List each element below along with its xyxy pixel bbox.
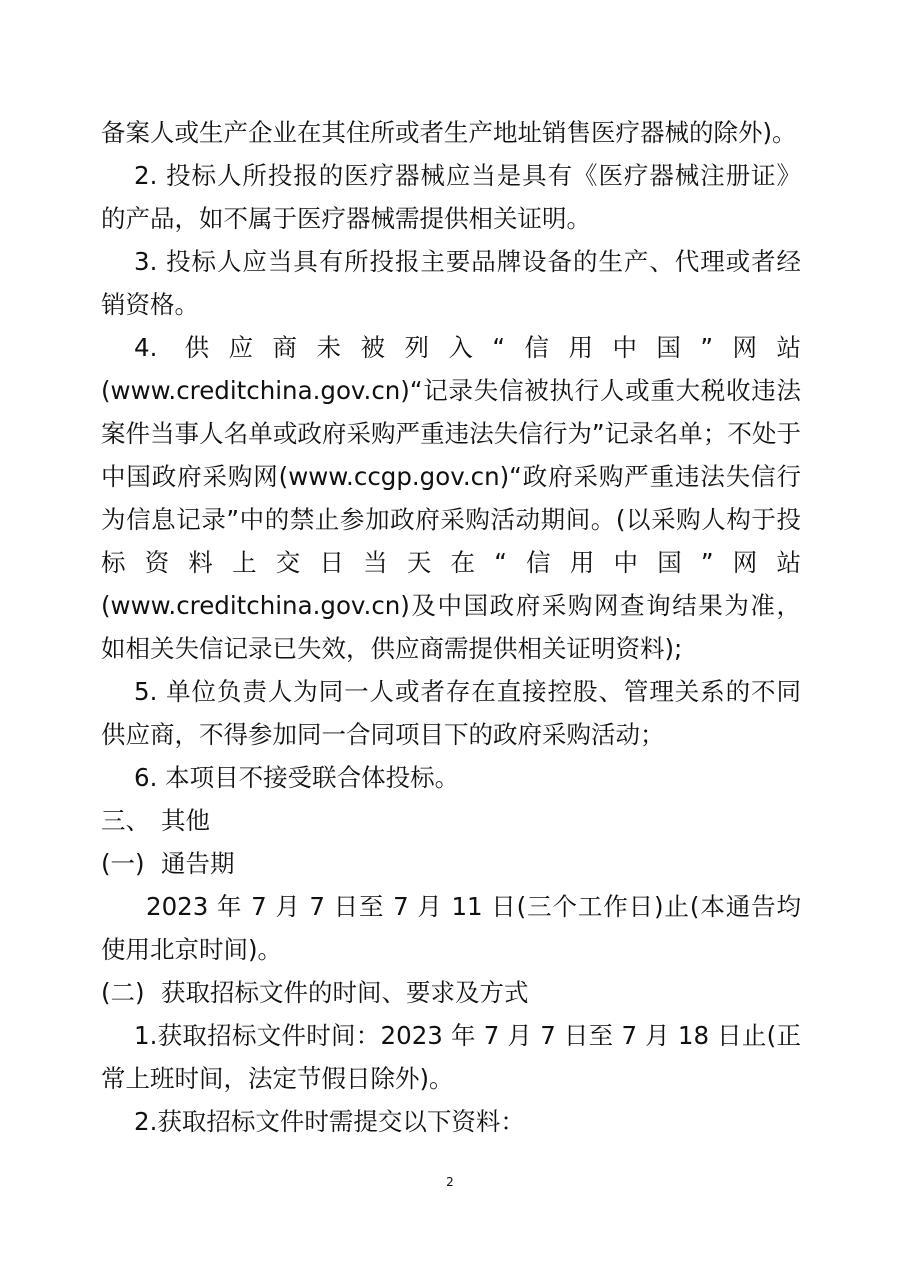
document-time-text: 1.获取招标文件时间：2023 年 7 月 7 日至 7 月 18 日止(正常上班时间，法定节假日除外)。 (101, 1021, 801, 1093)
paragraph-item-3: 3. 投标人应当具有所投报主要品牌设备的生产、代理或者经销资格。 (101, 247, 801, 319)
paragraph-item-2: 2. 投标人所投报的医疗器械应当是具有《医疗器械注册证》的产品，如不属于医疗器械需提供相关证明。 (101, 161, 801, 233)
section-number: 三、 (101, 806, 150, 835)
subsection-heading-1 (101, 842, 801, 885)
paragraph-item-6: 6. 本项目不接受联合体投标。 (134, 763, 460, 792)
section-title: 其他 (161, 806, 210, 835)
page-number: 2 (446, 1175, 454, 1189)
paragraph-item-4: 4. 供应商未被列入“信用中国”网站(www.creditchina.gov.cn)“记录失信被执行人或重大税收违法案件当事人名单或政府采购严重违法失信行为”记录名单；不处于中国政府采购网(www.ccgp.gov.cn)“政府采购严重违法失信行为信息记录”中的禁止参加政府采购活动期间。(以采购人构于投标资料上交日当天在“信用中国”网站(www.creditchina.gov.cn)及中国政府采购网查询结果为准，如相关失信记录已失效，供应商需提供相关证明资料); (101, 333, 801, 663)
paragraph-item-5: 5. 单位负责人为同一人或者存在直接控股、管理关系的不同供应商，不得参加同一合同项目下的政府采购活动； (101, 677, 801, 749)
document-materials-text: 2.获取招标文件时需提交以下资料： (134, 1107, 525, 1136)
section-heading-3 (101, 799, 801, 842)
subsection-heading-2 (101, 971, 801, 1014)
subsection-number: (一) (101, 849, 145, 878)
subsection-number: (二) (101, 978, 145, 1007)
paragraph-continuation: 备案人或生产企业在其住所或者生产地址销售医疗器械的除外)。 (101, 118, 797, 147)
subsection-title: 获取招标文件的时间、要求及方式 (161, 978, 529, 1007)
page-body (101, 111, 801, 1143)
subsection-title: 通告期 (161, 849, 235, 878)
notice-period-text: 2023 年 7 月 7 日至 7 月 11 日(三个工作日)止(本通告均使用北京时间)。 (101, 892, 801, 964)
